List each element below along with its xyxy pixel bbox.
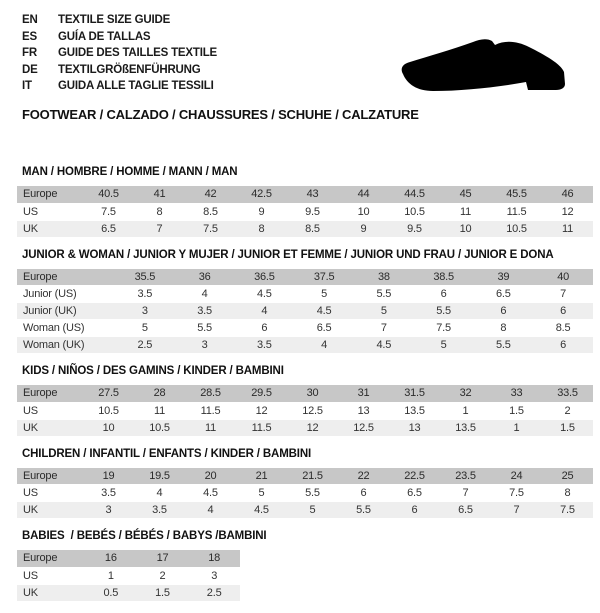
size-cell: 19: [83, 468, 134, 485]
size-cell: 12: [287, 419, 338, 436]
size-cell: 10.5: [134, 419, 185, 436]
size-cell: 5.5: [354, 286, 414, 303]
size-section: [17, 530, 593, 602]
size-cell: 6: [474, 303, 534, 320]
size-cell: 4: [185, 502, 236, 519]
size-cell: 3.5: [134, 502, 185, 519]
size-cell: 28.5: [185, 385, 236, 402]
size-cell: 31.5: [389, 385, 440, 402]
table-row: [17, 402, 593, 419]
size-cell: 19.5: [134, 468, 185, 485]
size-cell: 5.5: [474, 337, 534, 354]
row-label: UK: [17, 419, 83, 436]
size-table: [17, 186, 593, 238]
size-cell: 6: [235, 320, 295, 337]
table-row: [17, 186, 593, 203]
size-cell: 4: [294, 337, 354, 354]
language-list: [22, 12, 217, 95]
table-row: [17, 320, 593, 337]
table-row: [17, 286, 593, 303]
size-cell: 12.5: [287, 402, 338, 419]
size-cell: 5: [236, 485, 287, 502]
size-cell: 40.5: [83, 186, 134, 203]
size-table: [17, 550, 240, 602]
size-cell: 8.5: [533, 320, 593, 337]
size-cell: 4.5: [236, 502, 287, 519]
language-label: TEXTILGRÖßENFÜHRUNG: [58, 63, 201, 76]
size-cell: 11.5: [491, 203, 542, 220]
size-cell: 44.5: [389, 186, 440, 203]
size-sections: [17, 166, 593, 613]
language-row: [22, 12, 217, 29]
shoe-icon: [399, 36, 573, 94]
size-cell: 7.5: [542, 502, 593, 519]
size-cell: 1: [440, 402, 491, 419]
size-cell: 2.5: [115, 337, 175, 354]
size-cell: 1.5: [137, 584, 189, 601]
row-label: Europe: [17, 269, 115, 286]
size-cell: 6.5: [474, 286, 534, 303]
size-cell: 16: [85, 550, 137, 567]
size-cell: 12: [236, 402, 287, 419]
table-row: [17, 303, 593, 320]
size-cell: 33.5: [542, 385, 593, 402]
table-row: [17, 220, 593, 237]
size-cell: 17: [137, 550, 189, 567]
language-code: DE: [22, 63, 38, 76]
row-label: US: [17, 402, 83, 419]
size-cell: 42.5: [236, 186, 287, 203]
size-cell: 4: [235, 303, 295, 320]
size-cell: 4.5: [294, 303, 354, 320]
size-cell: 3: [175, 337, 235, 354]
size-cell: 6.5: [294, 320, 354, 337]
size-cell: 1.5: [542, 419, 593, 436]
size-cell: 24: [491, 468, 542, 485]
table-row: [17, 502, 593, 519]
size-cell: 10.5: [83, 402, 134, 419]
table-row: [17, 419, 593, 436]
size-cell: 40: [533, 269, 593, 286]
size-cell: 6: [338, 485, 389, 502]
size-cell: 7: [533, 286, 593, 303]
size-cell: 9.5: [389, 220, 440, 237]
row-label: Europe: [17, 550, 85, 567]
size-cell: 45.5: [491, 186, 542, 203]
size-cell: 39: [474, 269, 534, 286]
size-cell: 6: [533, 337, 593, 354]
row-label: UK: [17, 502, 83, 519]
size-cell: 36: [175, 269, 235, 286]
size-cell: 11.5: [185, 402, 236, 419]
row-label: Woman (US): [17, 320, 115, 337]
size-cell: 31: [338, 385, 389, 402]
size-cell: 11: [542, 220, 593, 237]
size-cell: 3.5: [115, 286, 175, 303]
row-label: US: [17, 485, 83, 502]
size-cell: 10.5: [389, 203, 440, 220]
language-row: [22, 45, 217, 62]
row-label: UK: [17, 584, 85, 601]
language-row: [22, 29, 217, 46]
size-cell: 42: [185, 186, 236, 203]
size-cell: 0.5: [85, 584, 137, 601]
size-cell: 5.5: [287, 485, 338, 502]
size-cell: 20: [185, 468, 236, 485]
size-cell: 5.5: [414, 303, 474, 320]
table-row: [17, 485, 593, 502]
size-cell: 23.5: [440, 468, 491, 485]
size-cell: 5: [354, 303, 414, 320]
table-row: [17, 385, 593, 402]
size-cell: 11: [134, 402, 185, 419]
size-cell: 18: [188, 550, 240, 567]
size-cell: 45: [440, 186, 491, 203]
size-cell: 5.5: [175, 320, 235, 337]
size-section: [17, 249, 593, 355]
size-cell: 22.5: [389, 468, 440, 485]
size-cell: 21: [236, 468, 287, 485]
language-row: [22, 78, 217, 95]
size-cell: 8: [474, 320, 534, 337]
size-cell: 43: [287, 186, 338, 203]
language-label: TEXTILE SIZE GUIDE: [58, 14, 171, 26]
table-row: [17, 269, 593, 286]
row-label: US: [17, 203, 83, 220]
row-label: UK: [17, 220, 83, 237]
table-row: [17, 337, 593, 354]
language-code: IT: [22, 80, 32, 93]
language-label: GUÍA DE TALLAS: [58, 30, 151, 43]
size-cell: 7: [354, 320, 414, 337]
size-section: [17, 365, 593, 437]
size-cell: 5: [115, 320, 175, 337]
size-cell: 3.5: [235, 337, 295, 354]
row-label: Europe: [17, 186, 83, 203]
size-cell: 4: [134, 485, 185, 502]
size-cell: 2.5: [188, 584, 240, 601]
row-label: Europe: [17, 385, 83, 402]
size-cell: 8: [542, 485, 593, 502]
size-cell: 25: [542, 468, 593, 485]
size-cell: 6.5: [83, 220, 134, 237]
size-cell: 12: [542, 203, 593, 220]
size-cell: 37.5: [294, 269, 354, 286]
table-row: [17, 584, 240, 601]
size-cell: 5: [414, 337, 474, 354]
size-cell: 4.5: [235, 286, 295, 303]
size-cell: 4: [175, 286, 235, 303]
size-cell: 9: [236, 203, 287, 220]
size-cell: 10.5: [491, 220, 542, 237]
size-cell: 38: [354, 269, 414, 286]
size-cell: 28: [134, 385, 185, 402]
size-cell: 21.5: [287, 468, 338, 485]
section-title: MAN / HOMBRE / HOMME / MANN / MAN: [22, 166, 238, 178]
size-cell: 13: [389, 419, 440, 436]
language-label: GUIDE DES TAILLES TEXTILE: [58, 47, 217, 60]
size-cell: 7.5: [83, 203, 134, 220]
language-label: GUIDA ALLE TAGLIE TESSILI: [58, 80, 214, 93]
section-title: JUNIOR & WOMAN / JUNIOR Y MUJER / JUNIOR ET FEMME / JUNIOR UND FRAU / JUNIOR E DONA: [22, 248, 554, 261]
size-cell: 8: [134, 203, 185, 220]
size-table: [17, 269, 593, 355]
size-section: [17, 166, 593, 238]
size-cell: 46: [542, 186, 593, 203]
size-cell: 32: [440, 385, 491, 402]
size-cell: 3.5: [83, 485, 134, 502]
size-cell: 27.5: [83, 385, 134, 402]
row-label: Junior (US): [17, 286, 115, 303]
size-table: [17, 385, 593, 437]
section-title: KIDS / NIÑOS / DES GAMINS / KINDER / BAMBINI: [22, 365, 284, 377]
size-cell: 11.5: [236, 419, 287, 436]
size-cell: 6.5: [389, 485, 440, 502]
size-cell: 10: [440, 220, 491, 237]
size-cell: 13.5: [389, 402, 440, 419]
size-cell: 5: [294, 286, 354, 303]
size-cell: 13.5: [440, 419, 491, 436]
size-cell: 6: [389, 502, 440, 519]
size-cell: 44: [338, 186, 389, 203]
size-cell: 4.5: [185, 485, 236, 502]
size-cell: 5.5: [338, 502, 389, 519]
row-label: Europe: [17, 468, 83, 485]
size-cell: 9.5: [287, 203, 338, 220]
section-title: CHILDREN / INFANTIL / ENFANTS / KINDER / BAMBINI: [22, 447, 312, 460]
size-cell: 33: [491, 385, 542, 402]
size-cell: 7: [440, 485, 491, 502]
size-cell: 7.5: [414, 320, 474, 337]
size-cell: 8.5: [185, 203, 236, 220]
size-cell: 10: [338, 203, 389, 220]
language-row: [22, 62, 217, 79]
size-cell: 3: [83, 502, 134, 519]
size-cell: 1.5: [491, 402, 542, 419]
size-cell: 7.5: [491, 485, 542, 502]
size-cell: 6: [533, 303, 593, 320]
size-cell: 12.5: [338, 419, 389, 436]
size-cell: 1: [491, 419, 542, 436]
language-code: FR: [22, 47, 37, 60]
size-cell: 7: [491, 502, 542, 519]
size-cell: 2: [137, 567, 189, 584]
table-row: [17, 567, 240, 584]
table-row: [17, 550, 240, 567]
size-cell: 13: [338, 402, 389, 419]
size-cell: 6: [414, 286, 474, 303]
size-cell: 6.5: [440, 502, 491, 519]
size-cell: 29.5: [236, 385, 287, 402]
size-cell: 1: [85, 567, 137, 584]
size-cell: 22: [338, 468, 389, 485]
size-cell: 8.5: [287, 220, 338, 237]
size-cell: 5: [287, 502, 338, 519]
section-title: BABIES / BEBÉS / BÉBÉS / BABYS /BAMBINI: [22, 530, 267, 542]
language-code: ES: [22, 30, 37, 43]
size-table: [17, 468, 593, 520]
size-cell: 7: [134, 220, 185, 237]
size-cell: 9: [338, 220, 389, 237]
row-label: US: [17, 567, 85, 584]
table-row: [17, 468, 593, 485]
size-cell: 36.5: [235, 269, 295, 286]
size-cell: 3: [188, 567, 240, 584]
size-cell: 11: [185, 419, 236, 436]
size-cell: 11: [440, 203, 491, 220]
size-cell: 3.5: [175, 303, 235, 320]
row-label: Woman (UK): [17, 337, 115, 354]
size-cell: 2: [542, 402, 593, 419]
size-cell: 35.5: [115, 269, 175, 286]
size-cell: 10: [83, 419, 134, 436]
size-cell: 3: [115, 303, 175, 320]
row-label: Junior (UK): [17, 303, 115, 320]
size-cell: 4.5: [354, 337, 414, 354]
size-cell: 38.5: [414, 269, 474, 286]
language-code: EN: [22, 14, 38, 26]
category-line: FOOTWEAR / CALZADO / CHAUSSURES / SCHUHE / CALZATURE: [22, 107, 419, 122]
size-cell: 7.5: [185, 220, 236, 237]
size-cell: 41: [134, 186, 185, 203]
size-section: [17, 448, 593, 520]
size-cell: 30: [287, 385, 338, 402]
size-cell: 8: [236, 220, 287, 237]
table-row: [17, 203, 593, 220]
